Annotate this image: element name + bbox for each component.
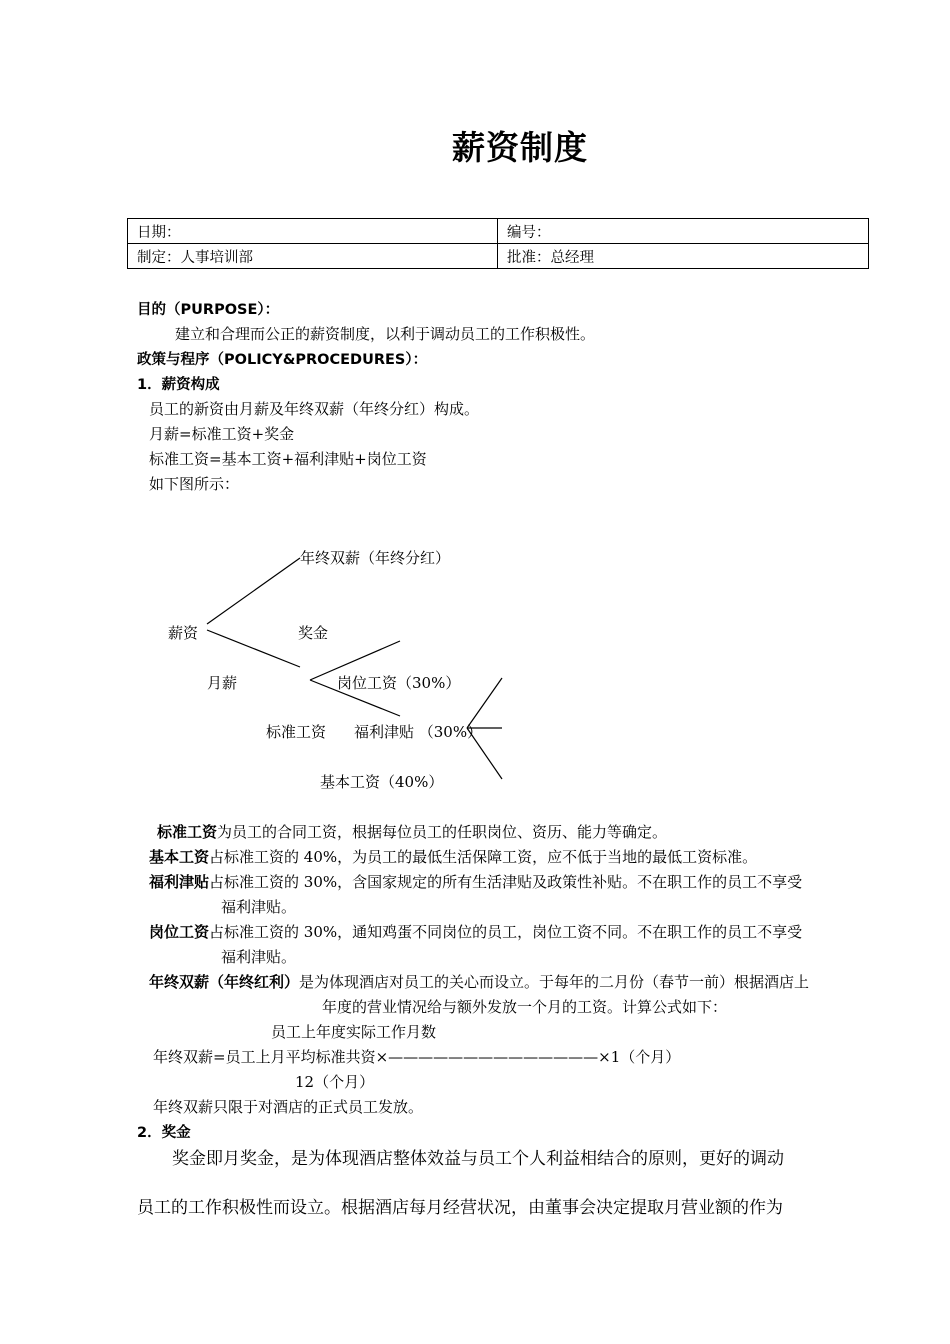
policy-heading: 政策与程序（POLICY&PROCEDURES）：: [137, 352, 428, 368]
number-cell: 编号：: [498, 219, 869, 244]
definition-term: 福利津贴: [149, 873, 210, 891]
page-title: 薪资制度: [452, 128, 588, 167]
definition-continuation: 福利津贴。: [221, 898, 297, 916]
diagram-label-bonus: 奖金: [298, 624, 329, 642]
definition-term: 岗位工资: [149, 923, 210, 941]
formula-denominator: 12（个月）: [295, 1073, 375, 1091]
section2-paragraph-line: 员工的工作积极性而设立。根据酒店每月经营状况，由董事会决定提取月营业额的作为: [137, 1198, 783, 1218]
definition-basic: [149, 846, 757, 867]
definition-text: 占标准工资的 30%，通知鸡蛋不同岗位的员工，岗位工资不同。不在职工作的员工不享受: [209, 923, 803, 941]
diagram-label-basic: 基本工资（40%）: [320, 773, 444, 791]
diagram-label-salary: 薪资: [168, 624, 199, 642]
approver-cell: 批准：总经理: [498, 244, 869, 269]
definition-continuation: 年度的营业情况给与额外发放一个月的工资。计算公式如下：: [322, 998, 728, 1016]
diagram-label-standard: 标准工资: [266, 723, 327, 741]
formula-numerator: 员工上年度实际工作月数: [271, 1023, 437, 1041]
definition-term: 标准工资: [157, 823, 218, 841]
section1-line: 员工的新资由月薪及年终双薪（年终分红）构成。: [149, 400, 480, 418]
branch-line: [207, 630, 300, 667]
section1-line: 如下图所示：: [149, 475, 240, 493]
diagram-label-year-end: 年终双薪（年终分红）: [300, 549, 451, 567]
section2-paragraph-line: 奖金即月奖金，是为体现酒店整体效益与员工个人利益相结合的原则，更好的调动: [172, 1149, 784, 1169]
definition-welfare: [149, 871, 802, 892]
definition-text: 占标准工资的 30%，含国家规定的所有生活津贴及政策性补贴。不在职工作的员工不享受: [209, 873, 803, 891]
definition-post: [149, 921, 802, 942]
definition-text: 为员工的合同工资，根据每位员工的任职岗位、资历、能力等确定。: [217, 823, 668, 841]
section1-heading: 1．薪资构成: [137, 377, 220, 393]
section1-line: 标准工资=基本工资+福利津贴+岗位工资: [149, 450, 427, 468]
definition-text: 占标准工资的 40%，为员工的最低生活保障工资，应不低于当地的最低工资标准。: [209, 848, 758, 866]
definition-year-end: [149, 971, 809, 992]
maker-cell: 制定：人事培训部: [128, 244, 498, 269]
diagram-label-welfare: 福利津贴 （30%）: [354, 723, 483, 741]
formula-note: 年终双薪只限于对酒店的正式员工发放。: [153, 1098, 424, 1116]
date-cell: 日期：: [128, 219, 498, 244]
purpose-heading: 目的（PURPOSE）：: [137, 302, 280, 318]
purpose-text: 建立和合理而公正的薪资制度，以利于调动员工的工作积极性。: [175, 325, 596, 343]
definition-term: 年终双薪（年终红利）: [149, 973, 300, 991]
diagram-label-monthly: 月薪: [207, 674, 238, 692]
definition-term: 基本工资: [149, 848, 210, 866]
section2-heading: 2．奖金: [137, 1125, 191, 1141]
definition-standard: [157, 821, 667, 842]
definition-continuation: 福利津贴。: [221, 948, 297, 966]
branch-line: [207, 558, 300, 624]
diagram-label-post-wage: 岗位工资（30%）: [337, 674, 461, 692]
section1-line: 月薪=标准工资+奖金: [149, 425, 295, 443]
formula-main: 年终双薪=员工上月平均标准共资×——————————————×1（个月）: [153, 1048, 681, 1066]
definition-text: 是为体现酒店对员工的关心而设立。于每年的二月份（春节一前）根据酒店上: [299, 973, 810, 991]
